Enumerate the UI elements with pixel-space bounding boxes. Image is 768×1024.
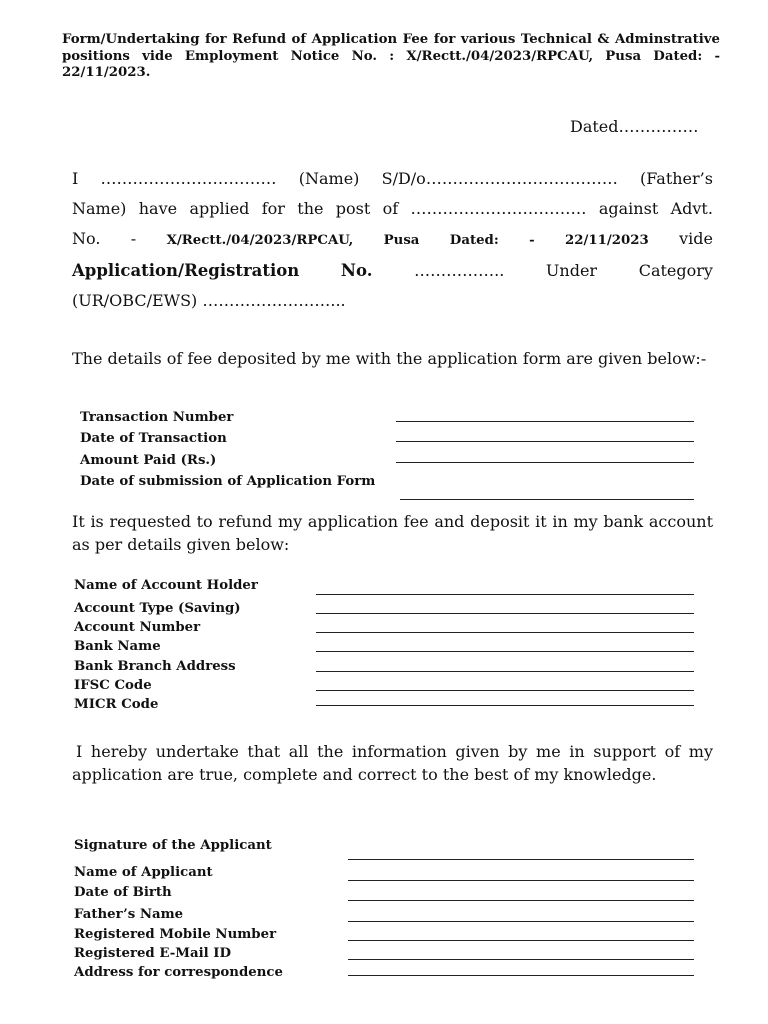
field-line-email bbox=[348, 959, 694, 960]
field-line-applicant-name bbox=[348, 880, 694, 881]
field-line-date-of-transaction bbox=[396, 441, 694, 442]
text: I bbox=[72, 169, 79, 188]
field-label-ifsc: IFSC Code bbox=[74, 678, 152, 693]
field-label-bank-name: Bank Name bbox=[74, 639, 161, 654]
text: applied bbox=[189, 199, 250, 218]
declaration-paragraph bbox=[72, 164, 713, 316]
field-label-transaction-number: Transaction Number bbox=[80, 410, 234, 425]
blank-name: …………………………… bbox=[100, 169, 277, 188]
text: Pusa bbox=[383, 233, 420, 248]
text: vide bbox=[679, 229, 713, 248]
field-line-address bbox=[348, 975, 694, 976]
field-label-branch-address: Bank Branch Address bbox=[74, 659, 236, 674]
declaration-line-3 bbox=[72, 224, 713, 256]
field-label-amount-paid: Amount Paid (Rs.) bbox=[80, 453, 217, 468]
text: of bbox=[382, 199, 399, 218]
declaration-line-5: (UR/OBC/EWS) ……………………... bbox=[72, 291, 346, 310]
text: post bbox=[335, 199, 371, 218]
field-line-ifsc bbox=[316, 690, 694, 691]
field-line-micr bbox=[316, 705, 694, 706]
field-label-micr: MICR Code bbox=[74, 697, 159, 712]
declaration-line-4 bbox=[72, 256, 713, 286]
field-line-fathers-name bbox=[348, 921, 694, 922]
text: against bbox=[598, 199, 659, 218]
field-label-dob: Date of Birth bbox=[74, 885, 172, 900]
field-line-bank-name bbox=[316, 651, 694, 652]
text: No. bbox=[72, 229, 101, 248]
text: for bbox=[261, 199, 285, 218]
text: (Father’s bbox=[640, 169, 713, 188]
field-line-branch-address bbox=[316, 671, 694, 672]
undertaking-paragraph: I hereby undertake that all the information given by me in support of my application are true, complete and correct to the best of my knowledge. bbox=[72, 742, 713, 784]
field-label-date-of-submission: Date of submission of Application Form bbox=[80, 474, 376, 489]
field-line-account-holder bbox=[316, 594, 694, 595]
refund-intro: It is requested to refund my application fee and deposit it in my bank account as per details given below: bbox=[72, 512, 713, 554]
text: - bbox=[529, 233, 535, 248]
field-line-amount-paid bbox=[396, 462, 694, 463]
blank-post: …………………………… bbox=[410, 199, 587, 218]
field-line-dob bbox=[348, 900, 694, 901]
blank-father-name: S/D/o……………………………… bbox=[381, 169, 618, 188]
text: (Name) bbox=[298, 169, 360, 188]
form-title: Form/Undertaking for Refund of Application Fee for various Technical & Adminstrative positions vide Employment Notice No. : X/Rectt./04/2023/RPCAU, Pusa Dated: - 22/11/2023. bbox=[62, 32, 720, 80]
field-line-date-of-submission bbox=[400, 499, 694, 500]
fee-intro: The details of fee deposited by me with the application form are given below:- bbox=[72, 349, 707, 368]
field-line-account-type bbox=[316, 613, 694, 614]
declaration-line-2 bbox=[72, 194, 713, 224]
blank-registration-no: …………….. bbox=[414, 261, 505, 280]
field-label-fathers-name: Father’s Name bbox=[74, 907, 184, 922]
field-label-signature: Signature of the Applicant bbox=[74, 838, 272, 853]
text: Application/Registration bbox=[72, 261, 300, 280]
field-line-transaction-number bbox=[396, 421, 694, 422]
field-label-date-of-transaction: Date of Transaction bbox=[80, 431, 227, 446]
text: Dated: bbox=[449, 233, 499, 248]
text: the bbox=[297, 199, 324, 218]
text: Under bbox=[545, 261, 598, 280]
text: Name) bbox=[72, 199, 127, 218]
field-label-account-number: Account Number bbox=[74, 620, 201, 635]
text: - bbox=[130, 229, 137, 248]
field-label-applicant-name: Name of Applicant bbox=[74, 865, 213, 880]
field-label-email: Registered E-Mail ID bbox=[74, 946, 232, 961]
field-label-account-holder: Name of Account Holder bbox=[74, 578, 258, 593]
notice-number: X/Rectt./04/2023/RPCAU, bbox=[166, 233, 354, 248]
text: Category bbox=[638, 261, 713, 280]
text: Advt. bbox=[670, 199, 713, 218]
field-line-mobile bbox=[348, 940, 694, 941]
field-line-signature bbox=[348, 859, 694, 860]
declaration-line-1 bbox=[72, 164, 713, 194]
dated-field: Dated…………… bbox=[570, 117, 699, 136]
notice-date: 22/11/2023 bbox=[565, 233, 649, 248]
field-label-mobile: Registered Mobile Number bbox=[74, 927, 277, 942]
field-label-account-type: Account Type (Saving) bbox=[74, 601, 241, 616]
text: have bbox=[138, 199, 178, 218]
field-label-address: Address for correspondence bbox=[74, 965, 283, 980]
field-line-account-number bbox=[316, 632, 694, 633]
text: No. bbox=[340, 261, 373, 280]
